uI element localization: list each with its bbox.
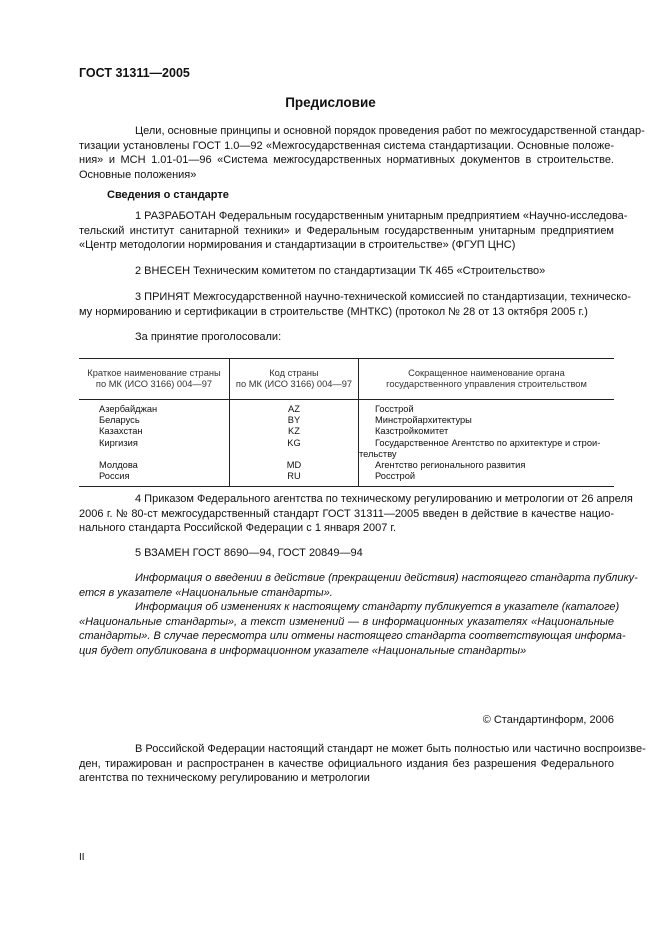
table-row <box>79 400 614 416</box>
authority-cell: Государственное Агентство по архитектуре и строи- <box>359 438 615 449</box>
text-line: В Российской Федерации настоящий стандарт не может быть полностью или частично воспроизве- <box>135 743 646 755</box>
text-line: ден, тиражирован и распространен в качестве официального издания без разрешения Федерального <box>79 757 614 770</box>
page-title: Предисловие <box>285 95 376 110</box>
authority-cell: Госстрой <box>359 400 615 416</box>
rights-paragraph <box>79 742 646 786</box>
code-cell <box>230 449 359 460</box>
text-line: 3 ПРИНЯТ Межгосударственной научно-технической комиссией по стандартизации, техническо- <box>135 291 631 303</box>
column-header-authority: Сокращенное наименование органа государственного управления строительством <box>359 359 615 400</box>
code-cell: KG <box>230 438 359 449</box>
text-line: ния» и МСН 1.01-01—96 «Система межгосударственных нормативных документов в строительстве. <box>79 154 614 167</box>
text-line: За принятие проголосовали: <box>135 331 282 343</box>
code-cell: RU <box>230 471 359 487</box>
table-row <box>79 426 614 437</box>
text-line: агентства по техническому регулированию и метрологии <box>79 772 370 785</box>
text-line: «Национальные стандарты», а текст изменений — в информационных указателях «Национальные <box>79 615 614 628</box>
info-heading: Сведения о стандарте <box>107 189 229 201</box>
text-line: 1 РАЗРАБОТАН Федеральным государственным унитарным предприятием «Научно-исследова- <box>135 210 628 222</box>
country-cell: Россия <box>79 471 230 487</box>
intro-paragraph <box>79 124 645 182</box>
code-cell: AZ <box>230 400 359 416</box>
table-row <box>79 471 614 487</box>
authority-cell: Агентство регионального развития <box>359 460 615 471</box>
authority-cell: Казстройкомитет <box>359 426 615 437</box>
table-row <box>79 415 614 426</box>
item-1-paragraph <box>79 209 628 253</box>
text-line: 2006 г. № 80-ст межгосударственный стандарт ГОСТ 31311—2005 введен в действие в качестве нацио- <box>79 507 614 520</box>
table-row <box>79 460 614 471</box>
text-line: 4 Приказом Федерального агентства по техническому регулированию и метрологии от 26 апреля <box>135 493 633 505</box>
code-cell: BY <box>230 415 359 426</box>
country-cell: Беларусь <box>99 415 140 426</box>
text-line: Информация об изменениях к настоящему стандарту публикуется в указателе (каталоге) <box>135 601 620 614</box>
code-cell: MD <box>230 460 359 471</box>
page-number: II <box>79 852 85 863</box>
authority-cell: Росстрой <box>359 471 615 487</box>
text-line: Информация о введении в действие (прекращении действия) настоящего стандарта публику- <box>135 572 638 584</box>
text-line: «Центр методологии нормирования и стандартизации в строительстве» (ФГУП ЦНС) <box>79 239 516 252</box>
table-row <box>79 438 614 449</box>
item-3-paragraph <box>79 290 631 319</box>
country-cell <box>79 449 230 460</box>
text-line: Основные положения» <box>79 168 197 181</box>
authority-cell: тельству <box>359 449 615 460</box>
text-line: ется в указателе «Национальные стандарты». <box>79 586 333 599</box>
column-header-code: Код страны по МК (ИСО 3166) 004—97 <box>230 359 359 400</box>
text-line: ция будет опубликована в информационном указателе «Национальные стандарты» <box>79 644 527 657</box>
country-cell: Молдова <box>99 459 138 470</box>
authority-cell: Минстройархитектуры <box>359 415 615 426</box>
notice-paragraph <box>79 571 638 659</box>
text-line: Цели, основные принципы и основной порядок проведения работ по межгосударственной стандар- <box>135 125 645 137</box>
text-line: 2 ВНЕСЕН Техническим комитетом по стандартизации ТК 465 «Строительство» <box>135 265 546 277</box>
copyright-notice: © Стандартинформ, 2006 <box>482 714 614 726</box>
document-code: ГОСТ 31311—2005 <box>79 66 190 80</box>
voting-countries-table <box>79 358 614 487</box>
voted-label <box>79 330 614 345</box>
column-header-country: Краткое наименование страны по МК (ИСО 3166) 004—97 <box>79 359 230 400</box>
code-cell: KZ <box>230 426 359 437</box>
item-5-paragraph <box>79 546 614 561</box>
text-line: 5 ВЗАМЕН ГОСТ 8690—94, ГОСТ 20849—94 <box>135 547 363 559</box>
text-line: му нормированию и сертификации в строительстве (МНТКС) (протокол № 28 от 13 октября 2005 г.) <box>79 305 588 318</box>
country-cell: Казахстан <box>99 426 143 437</box>
country-cell: Азербайджан <box>99 404 158 414</box>
item-4-paragraph <box>79 492 633 536</box>
country-cell: Киргизия <box>99 437 138 448</box>
text-line: тельский институт санитарной техники» и Федеральным государственным унитарным предприятием <box>79 224 614 237</box>
text-line: стандарты». В случае пересмотра или отмены настоящего стандарта соответствующая информа- <box>79 630 626 643</box>
text-line: тизации установлены ГОСТ 1.0—92 «Межгосударственная система стандартизации. Основные положе- <box>79 139 614 152</box>
text-line: нального стандарта Российской Федерации с 1 января 2007 г. <box>79 522 397 535</box>
item-2-paragraph <box>79 264 614 279</box>
table-row <box>79 449 614 460</box>
